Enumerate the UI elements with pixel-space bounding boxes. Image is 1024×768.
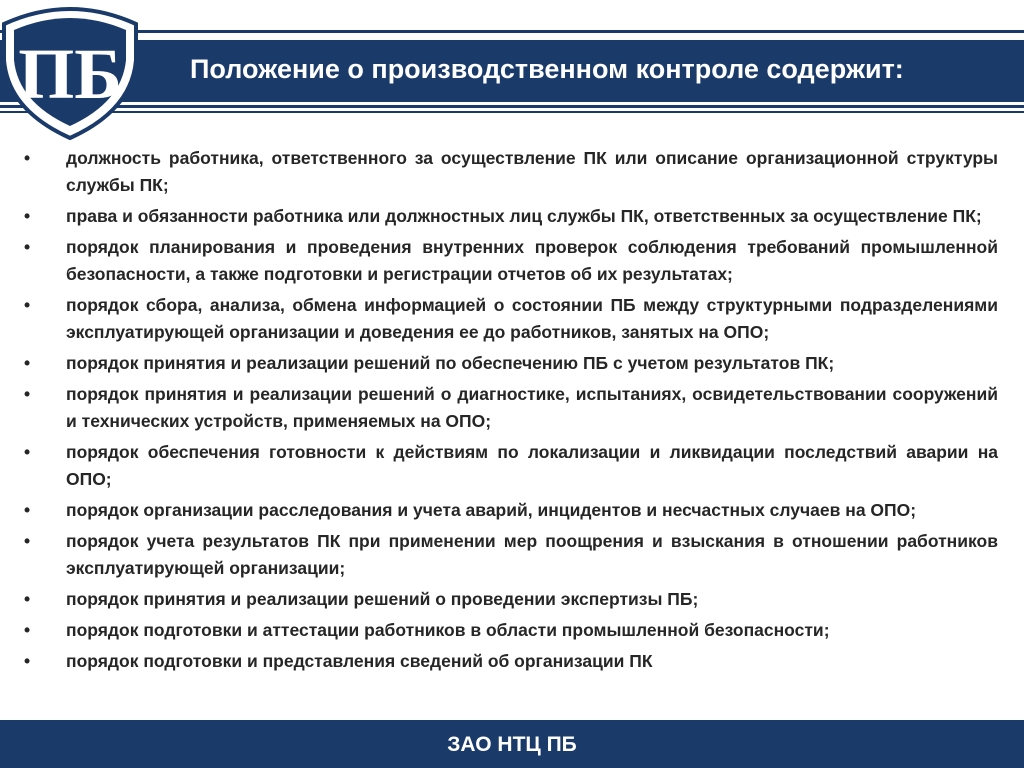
list-item-text: права и обязанности работника или должностных лиц службы ПК, ответственных за осуществление ПК;	[66, 206, 982, 226]
company-shield-logo	[0, 0, 140, 140]
content-list	[24, 145, 998, 679]
footer-company-name: ЗАО НТЦ ПБ	[447, 733, 577, 756]
list-item-text: порядок учета результатов ПК при применении мер поощрения и взыскания в отношении работников эксплуатирующей организации;	[66, 531, 998, 578]
list-item	[24, 648, 998, 675]
bullet-icon: •	[24, 651, 31, 671]
list-item-text: порядок принятия и реализации решений о диагностике, испытаниях, освидетельствовании сооружений и технических устройств, применяемых на ОПО;	[66, 384, 998, 431]
bullet-icon: •	[24, 589, 31, 609]
list-item	[24, 381, 998, 435]
list-item-text: порядок подготовки и аттестации работников в области промышленной безопасности;	[66, 620, 830, 640]
list-item-text: порядок подготовки и представления сведений об организации ПК	[66, 651, 653, 671]
list-item	[24, 528, 998, 582]
bullet-icon: •	[24, 531, 31, 551]
list-item	[24, 203, 998, 230]
bullet-icon: •	[24, 384, 31, 404]
bullet-icon: •	[24, 237, 31, 257]
bullet-icon: •	[24, 295, 31, 315]
list-item-text: должность работника, ответственного за осуществление ПК или описание организационной структуры службы ПК;	[66, 148, 998, 195]
header-bottom-rule	[0, 105, 1024, 108]
list-item	[24, 439, 998, 493]
list-item-text: порядок принятия и реализации решений по обеспечению ПБ с учетом результатов ПК;	[66, 353, 835, 373]
bullet-icon: •	[24, 500, 31, 520]
list-item	[24, 292, 998, 346]
list-item	[24, 586, 998, 613]
header-bottom-rule-thin	[0, 111, 1024, 113]
list-item-text: порядок сбора, анализа, обмена информацией о состоянии ПБ между структурными подразделениями эксплуатирующей организации и доведения ее до работников, занятых на ОПО;	[66, 295, 998, 342]
list-item	[24, 350, 998, 377]
logo-text: ПБ	[18, 34, 122, 114]
bullet-icon: •	[24, 442, 31, 462]
list-item	[24, 145, 998, 199]
bullet-icon: •	[24, 620, 31, 640]
bullet-icon: •	[24, 353, 31, 373]
list-item-text: порядок организации расследования и учета аварий, инцидентов и несчастных случаев на ОПО;	[66, 500, 917, 520]
list-item	[24, 234, 998, 288]
list-item-text: порядок обеспечения готовности к действиям по локализации и ликвидации последствий аварии на ОПО;	[66, 442, 998, 489]
page-title: Положение о производственном контроле содержит:	[190, 54, 904, 84]
list-item-text: порядок принятия и реализации решений о проведении экспертизы ПБ;	[66, 589, 699, 609]
bullet-icon: •	[24, 206, 31, 226]
list-item-text: порядок планирования и проведения внутренних проверок соблюдения требований промышленной безопасности, а также подготовки и регистрации отчетов об их результатах;	[66, 237, 998, 284]
list-item	[24, 617, 998, 644]
header-top-rule	[0, 30, 1024, 33]
list-item	[24, 497, 998, 524]
bullet-icon: •	[24, 148, 31, 168]
